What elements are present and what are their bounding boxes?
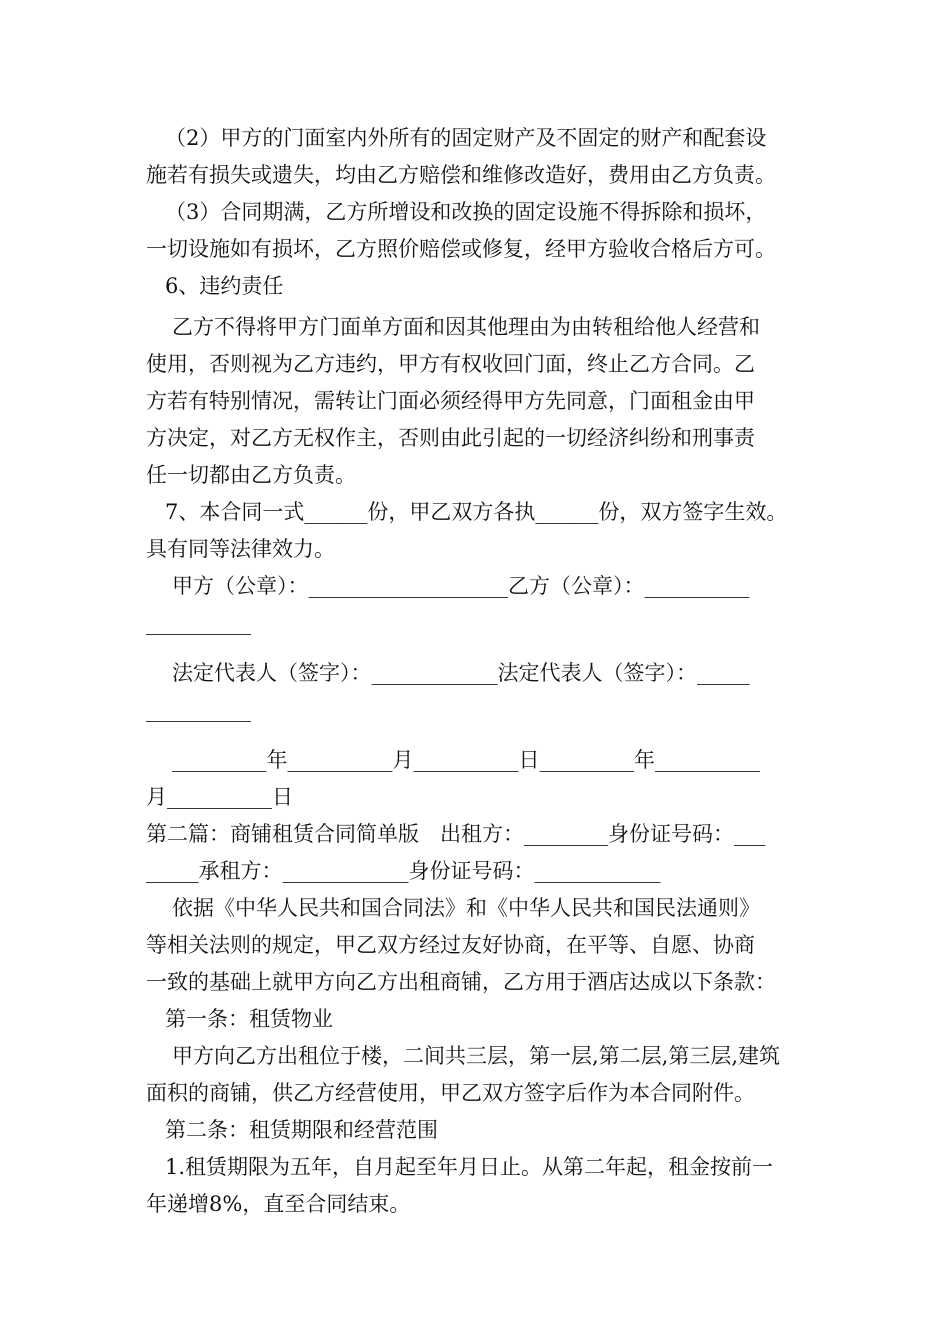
section-heading: 第二篇：商铺租赁合同简单版 出租方：________身份证号码：___: [146, 822, 766, 846]
paragraph-line: 年递增8%，直至合同结束。: [146, 1192, 411, 1216]
paragraph-line: 一切设施如有损坏，乙方照价赔偿或修复，经甲方验收合格后方可。: [146, 237, 776, 261]
paragraph-line: 面积的商铺，供乙方经营使用，甲乙双方签字后作为本合同附件。: [146, 1081, 755, 1105]
paragraph-line: 7、本合同一式______份，甲乙双方各执______份，双方签字生效。: [165, 500, 788, 524]
paragraph-line: （3）合同期满，乙方所增设和改换的固定设施不得拆除和损坏，: [165, 200, 767, 224]
paragraph-line: 甲方向乙方出租位于楼，二间共三层，第一层,第二层,第三层,建筑: [172, 1044, 781, 1068]
paragraph-line: 施若有损失或遗失，均由乙方赔偿和维修改造好，费用由乙方负责。: [146, 163, 776, 187]
paragraph-line: 一致的基础上就甲方向乙方出租商铺，乙方用于酒店达成以下条款：: [146, 970, 776, 994]
paragraph-line: 具有同等法律效力。: [146, 537, 335, 561]
signature-line: 甲方（公章）：___________________乙方（公章）：__________: [172, 574, 750, 598]
signature-line: 法定代表人（签字）：____________法定代表人（签字）：_____: [172, 661, 750, 685]
signature-line: __________: [146, 698, 251, 722]
paragraph-line: 依据《中华人民共和国合同法》和《中华人民共和国民法通则》: [172, 896, 760, 920]
paragraph-line: 等相关法则的规定，甲乙双方经过友好协商，在平等、自愿、协商: [146, 933, 755, 957]
date-line: 月__________日: [146, 785, 293, 809]
paragraph-line: 方决定，对乙方无权作主，否则由此引起的一切经济纠纷和刑事责: [146, 426, 755, 450]
paragraph-line: _____承租方：____________身份证号码：____________: [146, 859, 661, 883]
paragraph-line: （2）甲方的门面室内外所有的固定财产及不固定的财产和配套设: [165, 126, 767, 150]
paragraph-line: 使用，否则视为乙方违约，甲方有权收回门面，终止乙方合同。乙: [146, 352, 755, 376]
paragraph-line: 1.租赁期限为五年，自月起至年月日止。从第二年起，租金按前一: [165, 1155, 774, 1179]
paragraph-line: 乙方不得将甲方门面单方面和因其他理由为由转租给他人经营和: [172, 315, 760, 339]
section-heading: 第二条：租赁期限和经营范围: [165, 1118, 438, 1142]
section-heading: 第一条：租赁物业: [165, 1007, 333, 1031]
section-heading: 6、违约责任: [165, 274, 284, 298]
date-line: _________年__________月__________日_________年__________: [172, 748, 760, 772]
signature-line: __________: [146, 611, 251, 635]
document-body: [146, 120, 816, 1223]
paragraph-line: 方若有特别情况，需转让门面必须经得甲方先同意，门面租金由甲: [146, 389, 755, 413]
paragraph-line: 任一切都由乙方负责。: [146, 463, 356, 487]
